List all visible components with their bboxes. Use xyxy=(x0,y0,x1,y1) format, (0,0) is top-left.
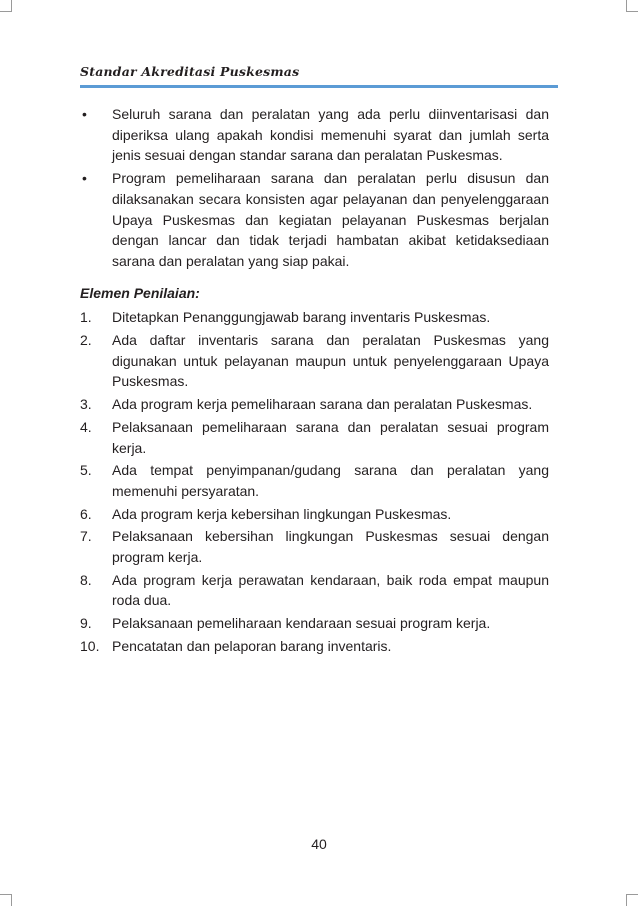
item-number: 3. xyxy=(80,396,92,413)
item-number: 7. xyxy=(80,528,92,545)
item-text: Pelaksanaan pemeliharaan sarana dan peralatan sesuai program kerja. xyxy=(112,418,549,456)
bullet-text: Seluruh sarana dan peralatan yang ada perlu diinventarisasi dan diperiksa ulang apakah kondisi memenuhi syarat dan jumlah serta jenis sesuai dengan standar sarana dan peralatan Puskesmas. xyxy=(112,106,549,164)
running-header: Standar Akreditasi Puskesmas xyxy=(80,64,300,79)
numbered-item xyxy=(80,504,549,525)
header-rule xyxy=(80,85,558,88)
bullet-item xyxy=(80,104,549,166)
item-text: Ada program kerja pemeliharaan sarana dan peralatan Puskesmas. xyxy=(112,396,533,413)
numbered-item xyxy=(80,570,549,611)
item-number: 10. xyxy=(80,637,100,654)
numbered-item xyxy=(80,636,549,657)
numbered-item xyxy=(80,330,549,392)
crop-mark xyxy=(626,894,627,906)
numbered-item xyxy=(80,460,549,501)
section-heading: Elemen Penilaian: xyxy=(80,284,200,301)
page-body xyxy=(80,104,549,659)
numbered-item xyxy=(80,307,549,328)
item-number: 1. xyxy=(80,309,92,326)
bullet-text: Program pemeliharaan sarana dan peralatan perlu disusun dan dilaksanakan secara konsisten agar pelayanan dan penyelenggaraan Upaya Puskesmas dan kegiatan pelayanan Puskesmas berjalan dengan lancar dan tidak terjadi hambatan akibat ketidaksediaan sarana dan peralatan yang siap pakai. xyxy=(112,170,549,269)
item-number: 6. xyxy=(80,505,92,522)
item-text: Ada program kerja kebersihan lingkungan Puskesmas. xyxy=(112,505,452,522)
item-text: Ditetapkan Penanggungjawab barang inventaris Puskesmas. xyxy=(112,309,491,326)
bullet-marker: • xyxy=(82,106,87,122)
numbered-item xyxy=(80,526,549,567)
item-text: Pelaksanaan pemeliharaan kendaraan sesuai program kerja. xyxy=(112,615,491,632)
item-text: Pelaksanaan kebersihan lingkungan Puskesmas sesuai dengan program kerja. xyxy=(112,528,549,566)
crop-mark xyxy=(0,894,12,895)
item-text: Ada program kerja perawatan kendaraan, baik roda empat maupun roda dua. xyxy=(112,571,549,609)
bullet-marker: • xyxy=(82,170,87,187)
page-number: 40 xyxy=(311,836,327,852)
bullet-item xyxy=(80,168,549,272)
item-text: Ada daftar inventaris sarana dan peralatan Puskesmas yang digunakan untuk pelayanan maupun untuk penyelenggaraan Upaya Puskesmas. xyxy=(112,332,549,390)
item-text: Pencatatan dan pelaporan barang inventaris. xyxy=(112,637,392,654)
item-number: 4. xyxy=(80,418,92,435)
numbered-item xyxy=(80,394,549,415)
item-number: 8. xyxy=(80,571,92,588)
item-text: Ada tempat penyimpanan/gudang sarana dan peralatan yang memenuhi persyaratan. xyxy=(112,462,549,499)
crop-mark xyxy=(11,894,12,906)
item-number: 9. xyxy=(80,615,92,632)
numbered-item xyxy=(80,613,549,634)
crop-mark xyxy=(0,11,12,12)
crop-mark xyxy=(626,894,638,895)
crop-mark xyxy=(626,11,638,12)
item-number: 2. xyxy=(80,332,92,349)
item-number: 5. xyxy=(80,462,92,479)
numbered-item xyxy=(80,417,549,458)
